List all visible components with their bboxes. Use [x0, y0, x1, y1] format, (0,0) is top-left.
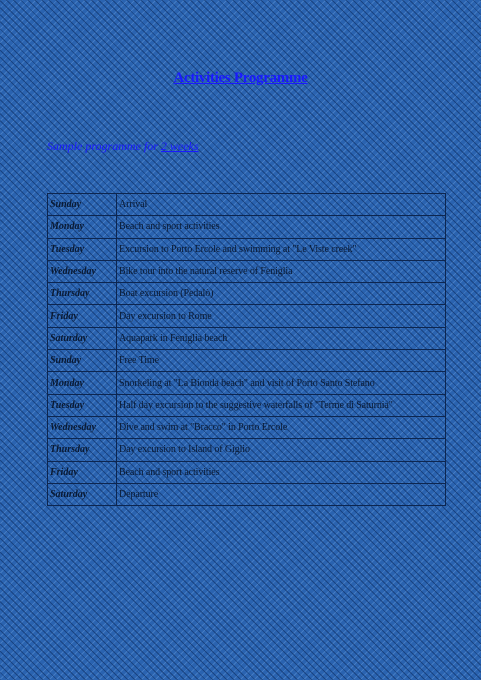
table-row — [48, 283, 446, 305]
day-cell: Tuesday — [48, 394, 117, 416]
day-cell: Monday — [48, 216, 117, 238]
day-cell: Wednesday — [48, 416, 117, 438]
table-row — [48, 350, 446, 372]
activity-cell: Beach and sport activities — [117, 461, 446, 483]
day-cell: Tuesday — [48, 238, 117, 260]
activity-cell: Beach and sport activities — [117, 216, 446, 238]
table-row — [48, 372, 446, 394]
activity-cell: Excursion to Porto Ercole and swimming at "Le Viste creek" — [117, 238, 446, 260]
day-cell: Wednesday — [48, 260, 117, 282]
activity-cell: Aquapark in Feniglia beach — [117, 327, 446, 349]
activity-cell: Snorkeling at "La Bionda beach" and visit of Porto Santo Stefano — [117, 372, 446, 394]
table-row — [48, 238, 446, 260]
subtitle-text: Sample programme for — [47, 139, 161, 153]
page-title: Activities Programme — [173, 70, 308, 86]
day-cell: Monday — [48, 372, 117, 394]
table-row — [48, 216, 446, 238]
duration-link[interactable]: 2 weeks — [160, 139, 199, 153]
activity-cell: Day excursion to Rome — [117, 305, 446, 327]
activities-table — [47, 193, 446, 506]
activity-cell: Half day excursion to the suggestive waterfalls of "Terme di Saturnia" — [117, 394, 446, 416]
table-row — [48, 483, 446, 505]
day-cell: Saturday — [48, 483, 117, 505]
activity-cell: Departure — [117, 483, 446, 505]
activity-cell: Free Time — [117, 350, 446, 372]
table-row — [48, 416, 446, 438]
activity-cell: Dive and swim at "Bracco" in Porto Ercole — [117, 416, 446, 438]
table-row — [48, 194, 446, 216]
activity-cell: Bike tour into the natural reserve of Feniglia — [117, 260, 446, 282]
programme-subtitle — [47, 139, 199, 154]
activity-cell: Boat excursion (Pedalò) — [117, 283, 446, 305]
table-row — [48, 305, 446, 327]
table-row — [48, 461, 446, 483]
day-cell: Sunday — [48, 194, 117, 216]
day-cell: Thursday — [48, 283, 117, 305]
day-cell: Friday — [48, 461, 117, 483]
day-cell: Sunday — [48, 350, 117, 372]
table-row — [48, 260, 446, 282]
activity-cell: Day excursion to Island of Giglio — [117, 439, 446, 461]
activity-cell: Arrival — [117, 194, 446, 216]
day-cell: Thursday — [48, 439, 117, 461]
table-row — [48, 394, 446, 416]
table-row — [48, 327, 446, 349]
table-row — [48, 439, 446, 461]
day-cell: Friday — [48, 305, 117, 327]
day-cell: Saturday — [48, 327, 117, 349]
